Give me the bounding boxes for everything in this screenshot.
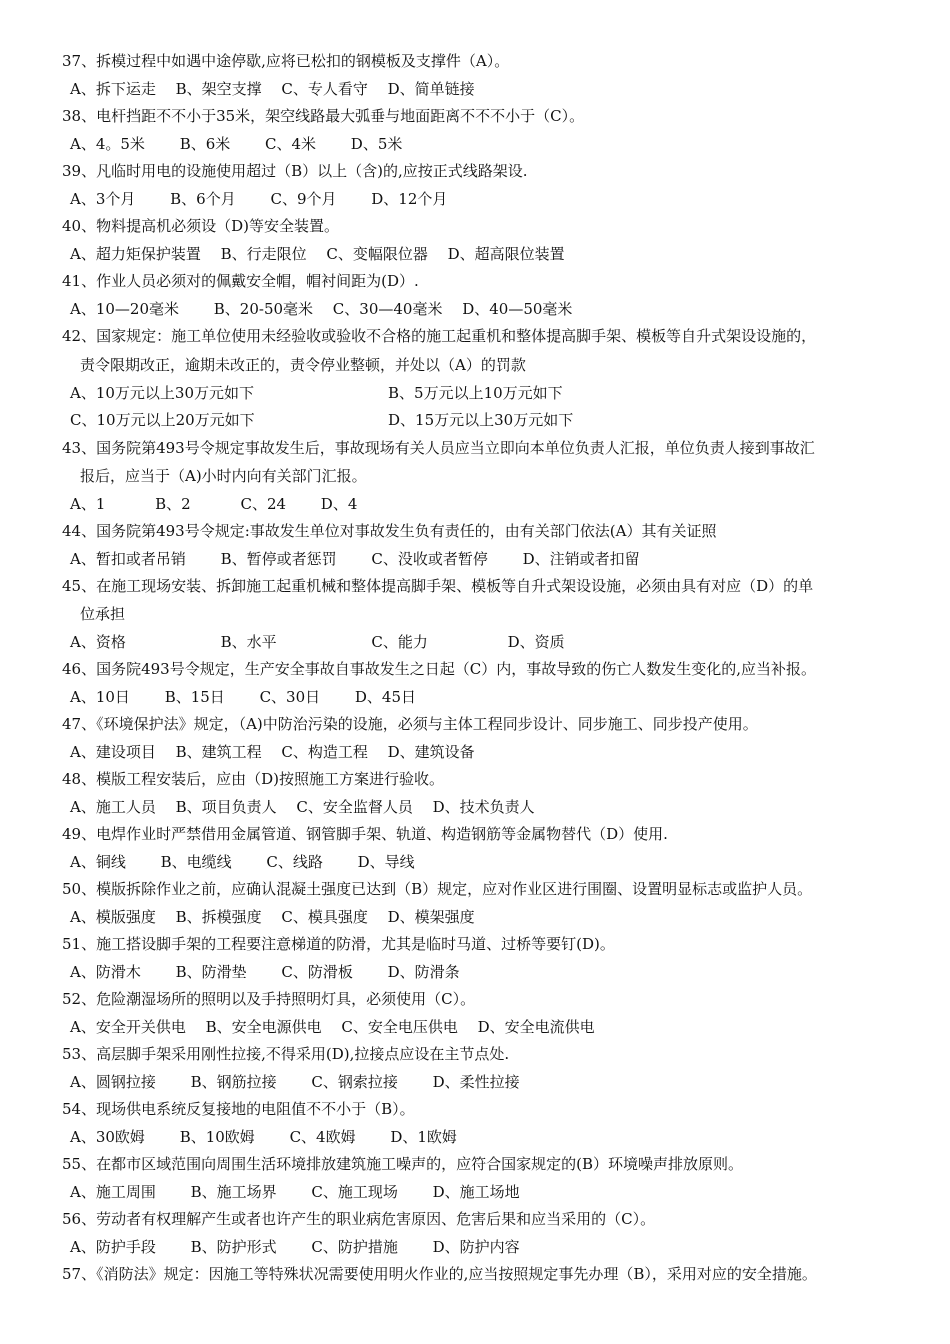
question-43: 43、国务院第493号令规定事故发生后，事故现场有关人员应当立即向本单位负责人汇报，单位负责人接到事故汇 — [62, 439, 815, 457]
question-38: 38、电杆挡距不不小于35米，架空线路最大弧垂与地面距离不不不小于（C）。 — [62, 107, 585, 125]
options-42-row2-left: C、10万元以上20万元如下 — [70, 411, 255, 429]
question-50: 50、模版拆除作业之前，应确认混凝土强度已达到（B）规定，应对作业区进行围圈、设置明显标志或监护人员。 — [62, 880, 813, 898]
question-43-continued: 报后，应当于（A)小时内向有关部门汇报。 — [80, 467, 367, 485]
options-45: A、资格 B、水平 C、能力 D、资质 — [70, 633, 565, 651]
question-52: 52、危险潮湿场所的照明以及手持照明灯具，必须使用（C）。 — [62, 990, 476, 1008]
options-42-row1-right: B、5万元以上10万元如下 — [388, 384, 563, 402]
question-44: 44、国务院第493号令规定:事故发生单位对事故发生负有责任的，由有关部门依法(A）其有关证照 — [62, 522, 717, 540]
options-42-row2-right: D、15万元以上30万元如下 — [388, 411, 574, 429]
options-47: A、建设项目 B、建筑工程 C、构造工程 D、建筑设备 — [70, 743, 475, 761]
question-45: 45、在施工现场安装、拆卸施工起重机械和整体提高脚手架、模板等自升式架设设施，必须由具有对应（D）的单 — [62, 577, 814, 595]
options-38: A、4。5米 B、6米 C、4米 D、5米 — [70, 135, 403, 153]
options-53: A、圆钢拉接 B、钢筋拉接 C、钢索拉接 D、柔性拉接 — [70, 1073, 520, 1091]
options-44: A、暂扣或者吊销 B、暂停或者惩罚 C、没收或者暂停 D、注销或者扣留 — [70, 550, 640, 568]
options-50: A、模版强度 B、拆模强度 C、模具强度 D、模架强度 — [70, 908, 475, 926]
options-39: A、3个月 B、6个月 C、9个月 D、12个月 — [70, 190, 448, 208]
options-51: A、防滑木 B、防滑垫 C、防滑板 D、防滑条 — [70, 963, 460, 981]
options-37: A、拆下运走 B、架空支撑 C、专人看守 D、简单链接 — [70, 80, 475, 98]
options-41: A、10—20毫米 B、20-50毫米 C、30—40毫米 D、40—50毫米 — [70, 300, 573, 318]
question-42: 42、国家规定：施工单位使用未经验收或验收不合格的施工起重机和整体提高脚手架、模板等自升式架设设施的， — [62, 327, 817, 345]
options-54: A、30欧姆 B、10欧姆 C、4欧姆 D、1欧姆 — [70, 1128, 457, 1146]
question-45-continued: 位承担 — [80, 605, 126, 623]
question-53: 53、高层脚手架采用刚性拉接,不得采用(D),拉接点应设在主节点处. — [62, 1045, 510, 1063]
question-51: 51、施工搭设脚手架的工程要注意梯道的防滑，尤其是临时马道、过桥等要钉(D)。 — [62, 935, 615, 953]
question-57: 57、《消防法》规定：因施工等特殊状况需要使用明火作业的,应当按照规定事先办理（B），采用对应的安全措施。 — [62, 1265, 817, 1283]
question-47: 47、《环境保护法》规定，（A)中防治污染的设施，必须与主体工程同步设计、同步施工、同步投产使用。 — [62, 715, 758, 733]
options-52: A、安全开关供电 B、安全电源供电 C、安全电压供电 D、安全电流供电 — [70, 1018, 595, 1036]
question-54: 54、现场供电系统反复接地的电阻值不不小于（B）。 — [62, 1100, 415, 1118]
options-55: A、施工周围 B、施工场界 C、施工现场 D、施工场地 — [70, 1183, 520, 1201]
options-42-row1-left: A、10万元以上30万元如下 — [70, 384, 255, 402]
options-43: A、1 B、2 C、24 D、4 — [70, 495, 358, 513]
question-40: 40、物料提高机必须设（D)等安全装置。 — [62, 217, 339, 235]
options-46: A、10日 B、15日 C、30日 D、45日 — [70, 688, 417, 706]
options-48: A、施工人员 B、项目负责人 C、安全监督人员 D、技术负责人 — [70, 798, 535, 816]
question-55: 55、在都市区域范围向周围生活环境排放建筑施工噪声的，应符合国家规定的(B）环境噪声排放原则。 — [62, 1155, 743, 1173]
options-40: A、超力矩保护装置 B、行走限位 C、变幅限位器 D、超高限位装置 — [70, 245, 565, 263]
question-37: 37、拆模过程中如遇中途停歇,应将已松扣的钢模板及支撑件（A）。 — [62, 52, 510, 70]
options-49: A、铜线 B、电缆线 C、线路 D、导线 — [70, 853, 415, 871]
question-39: 39、凡临时用电的设施使用超过（B）以上（含)的,应按正式线路架设. — [62, 162, 528, 180]
options-56: A、防护手段 B、防护形式 C、防护措施 D、防护内容 — [70, 1238, 520, 1256]
question-41: 41、作业人员必须对的佩戴安全帽，帽衬间距为(D）. — [62, 272, 419, 290]
question-46: 46、国务院493号令规定，生产安全事故自事故发生之日起（C）内，事故导致的伤亡人数发生变化的,应当补报。 — [62, 660, 816, 678]
question-49: 49、电焊作业时严禁借用金属管道、钢管脚手架、轨道、构造钢筋等金属物替代（D）使用. — [62, 825, 668, 843]
question-56: 56、劳动者有权理解产生或者也许产生的职业病危害原因、危害后果和应当采用的（C）。 — [62, 1210, 656, 1228]
question-48: 48、模版工程安装后，应由（D)按照施工方案进行验收。 — [62, 770, 444, 788]
question-42-continued: 责令限期改正，逾期未改正的，责令停业整顿，并处以（A）的罚款 — [80, 356, 526, 374]
